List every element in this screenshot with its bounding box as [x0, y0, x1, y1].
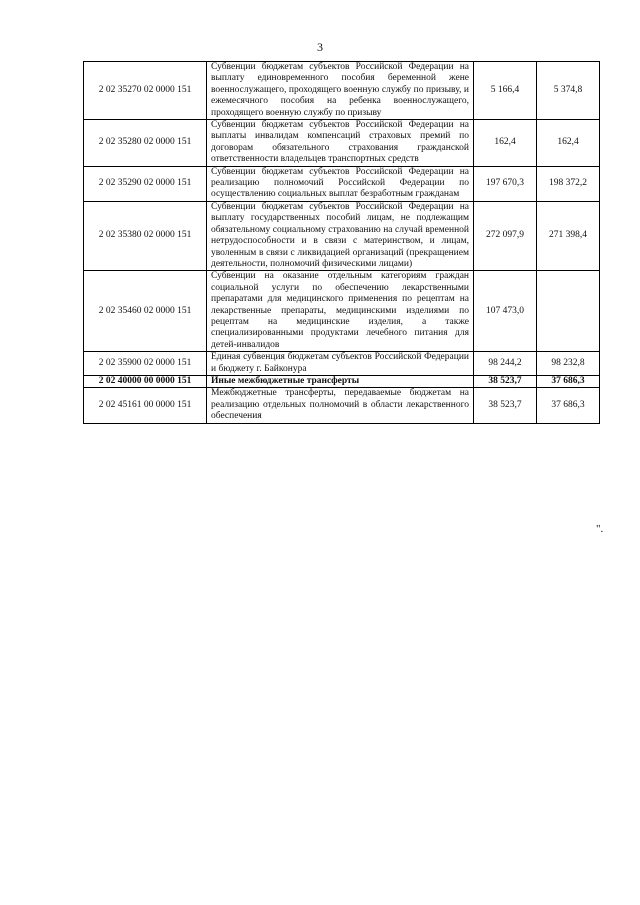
closing-quote-mark: ". [596, 523, 604, 535]
table-row [84, 271, 600, 352]
description-cell: Межбюджетные трансферты, передаваемые бюджетам на реализацию отдельных полномочий в области лекарственного обеспечения [207, 388, 474, 423]
budget-code-cell: 2 02 35280 02 0000 151 [84, 120, 207, 167]
amount-cell-2: 162,4 [537, 120, 600, 167]
budget-code-cell: 2 02 35460 02 0000 151 [84, 271, 207, 352]
table-row [84, 62, 600, 120]
amount-cell-1: 197 670,3 [474, 166, 537, 201]
description-cell: Субвенции бюджетам субъектов Российской Федерации на выплату государственных пособий лицам, не подлежащим обязательному социальному страхованию на случай временной нетрудоспособности и в связи с материнством, и лицам, уволенным в связи с ликвидацией организаций (прекращением деятельности, полномочий физическими лицами) [207, 201, 474, 270]
description-cell: Субвенции бюджетам субъектов Российской Федерации на выплаты инвалидам компенсаций страховых премий по договорам обязательного страхования гражданской ответственности владельцев транспортных средств [207, 120, 474, 167]
amount-cell-1: 5 166,4 [474, 62, 537, 120]
budget-code-cell: 2 02 35900 02 0000 151 [84, 352, 207, 376]
amount-cell-2: 37 686,3 [537, 375, 600, 387]
budget-code-cell: 2 02 40000 00 0000 151 [84, 375, 207, 387]
amount-cell-2 [537, 271, 600, 352]
amount-cell-1: 38 523,7 [474, 388, 537, 423]
amount-cell-2: 37 686,3 [537, 388, 600, 423]
amount-cell-1: 162,4 [474, 120, 537, 167]
amount-cell-2: 5 374,8 [537, 62, 600, 120]
table-row-total [84, 375, 600, 387]
table-row [84, 352, 600, 376]
amount-cell-1: 98 244,2 [474, 352, 537, 376]
budget-code-cell: 2 02 35290 02 0000 151 [84, 166, 207, 201]
budget-table [83, 61, 600, 424]
description-cell: Иные межбюджетные трансферты [207, 375, 474, 387]
amount-cell-1: 107 473,0 [474, 271, 537, 352]
description-cell: Субвенции бюджетам субъектов Российской Федерации на выплату единовременного пособия беременной жене военнослужащего, проходящего военную службу по призыву, и ежемесячного пособия на ребенка военнослужащего, проходящего военную службу по призыву [207, 62, 474, 120]
table-row [84, 166, 600, 201]
description-cell: Единая субвенция бюджетам субъектов Российской Федерации и бюджету г. Байконура [207, 352, 474, 376]
budget-code-cell: 2 02 35380 02 0000 151 [84, 201, 207, 270]
amount-cell-2: 271 398,4 [537, 201, 600, 270]
table-row [84, 388, 600, 423]
table-row [84, 201, 600, 270]
amount-cell-1: 38 523,7 [474, 375, 537, 387]
amount-cell-2: 198 372,2 [537, 166, 600, 201]
budget-code-cell: 2 02 35270 02 0000 151 [84, 62, 207, 120]
page-number: 3 [317, 40, 323, 54]
description-cell: Субвенции на оказание отдельным категориям граждан социальной услуги по обеспечению лекарственными препаратами для медицинского применения по рецептам на лекарственные препараты, медицинскими изделиями по рецептам на медицинские изделия, а также специализированными продуктами лечебного питания для детей-инвалидов [207, 271, 474, 352]
table-row [84, 120, 600, 167]
budget-code-cell: 2 02 45161 00 0000 151 [84, 388, 207, 423]
description-cell: Субвенции бюджетам субъектов Российской Федерации на реализацию полномочий Российской Федерации по осуществлению социальных выплат безработным гражданам [207, 166, 474, 201]
amount-cell-2: 98 232,8 [537, 352, 600, 376]
amount-cell-1: 272 097,9 [474, 201, 537, 270]
